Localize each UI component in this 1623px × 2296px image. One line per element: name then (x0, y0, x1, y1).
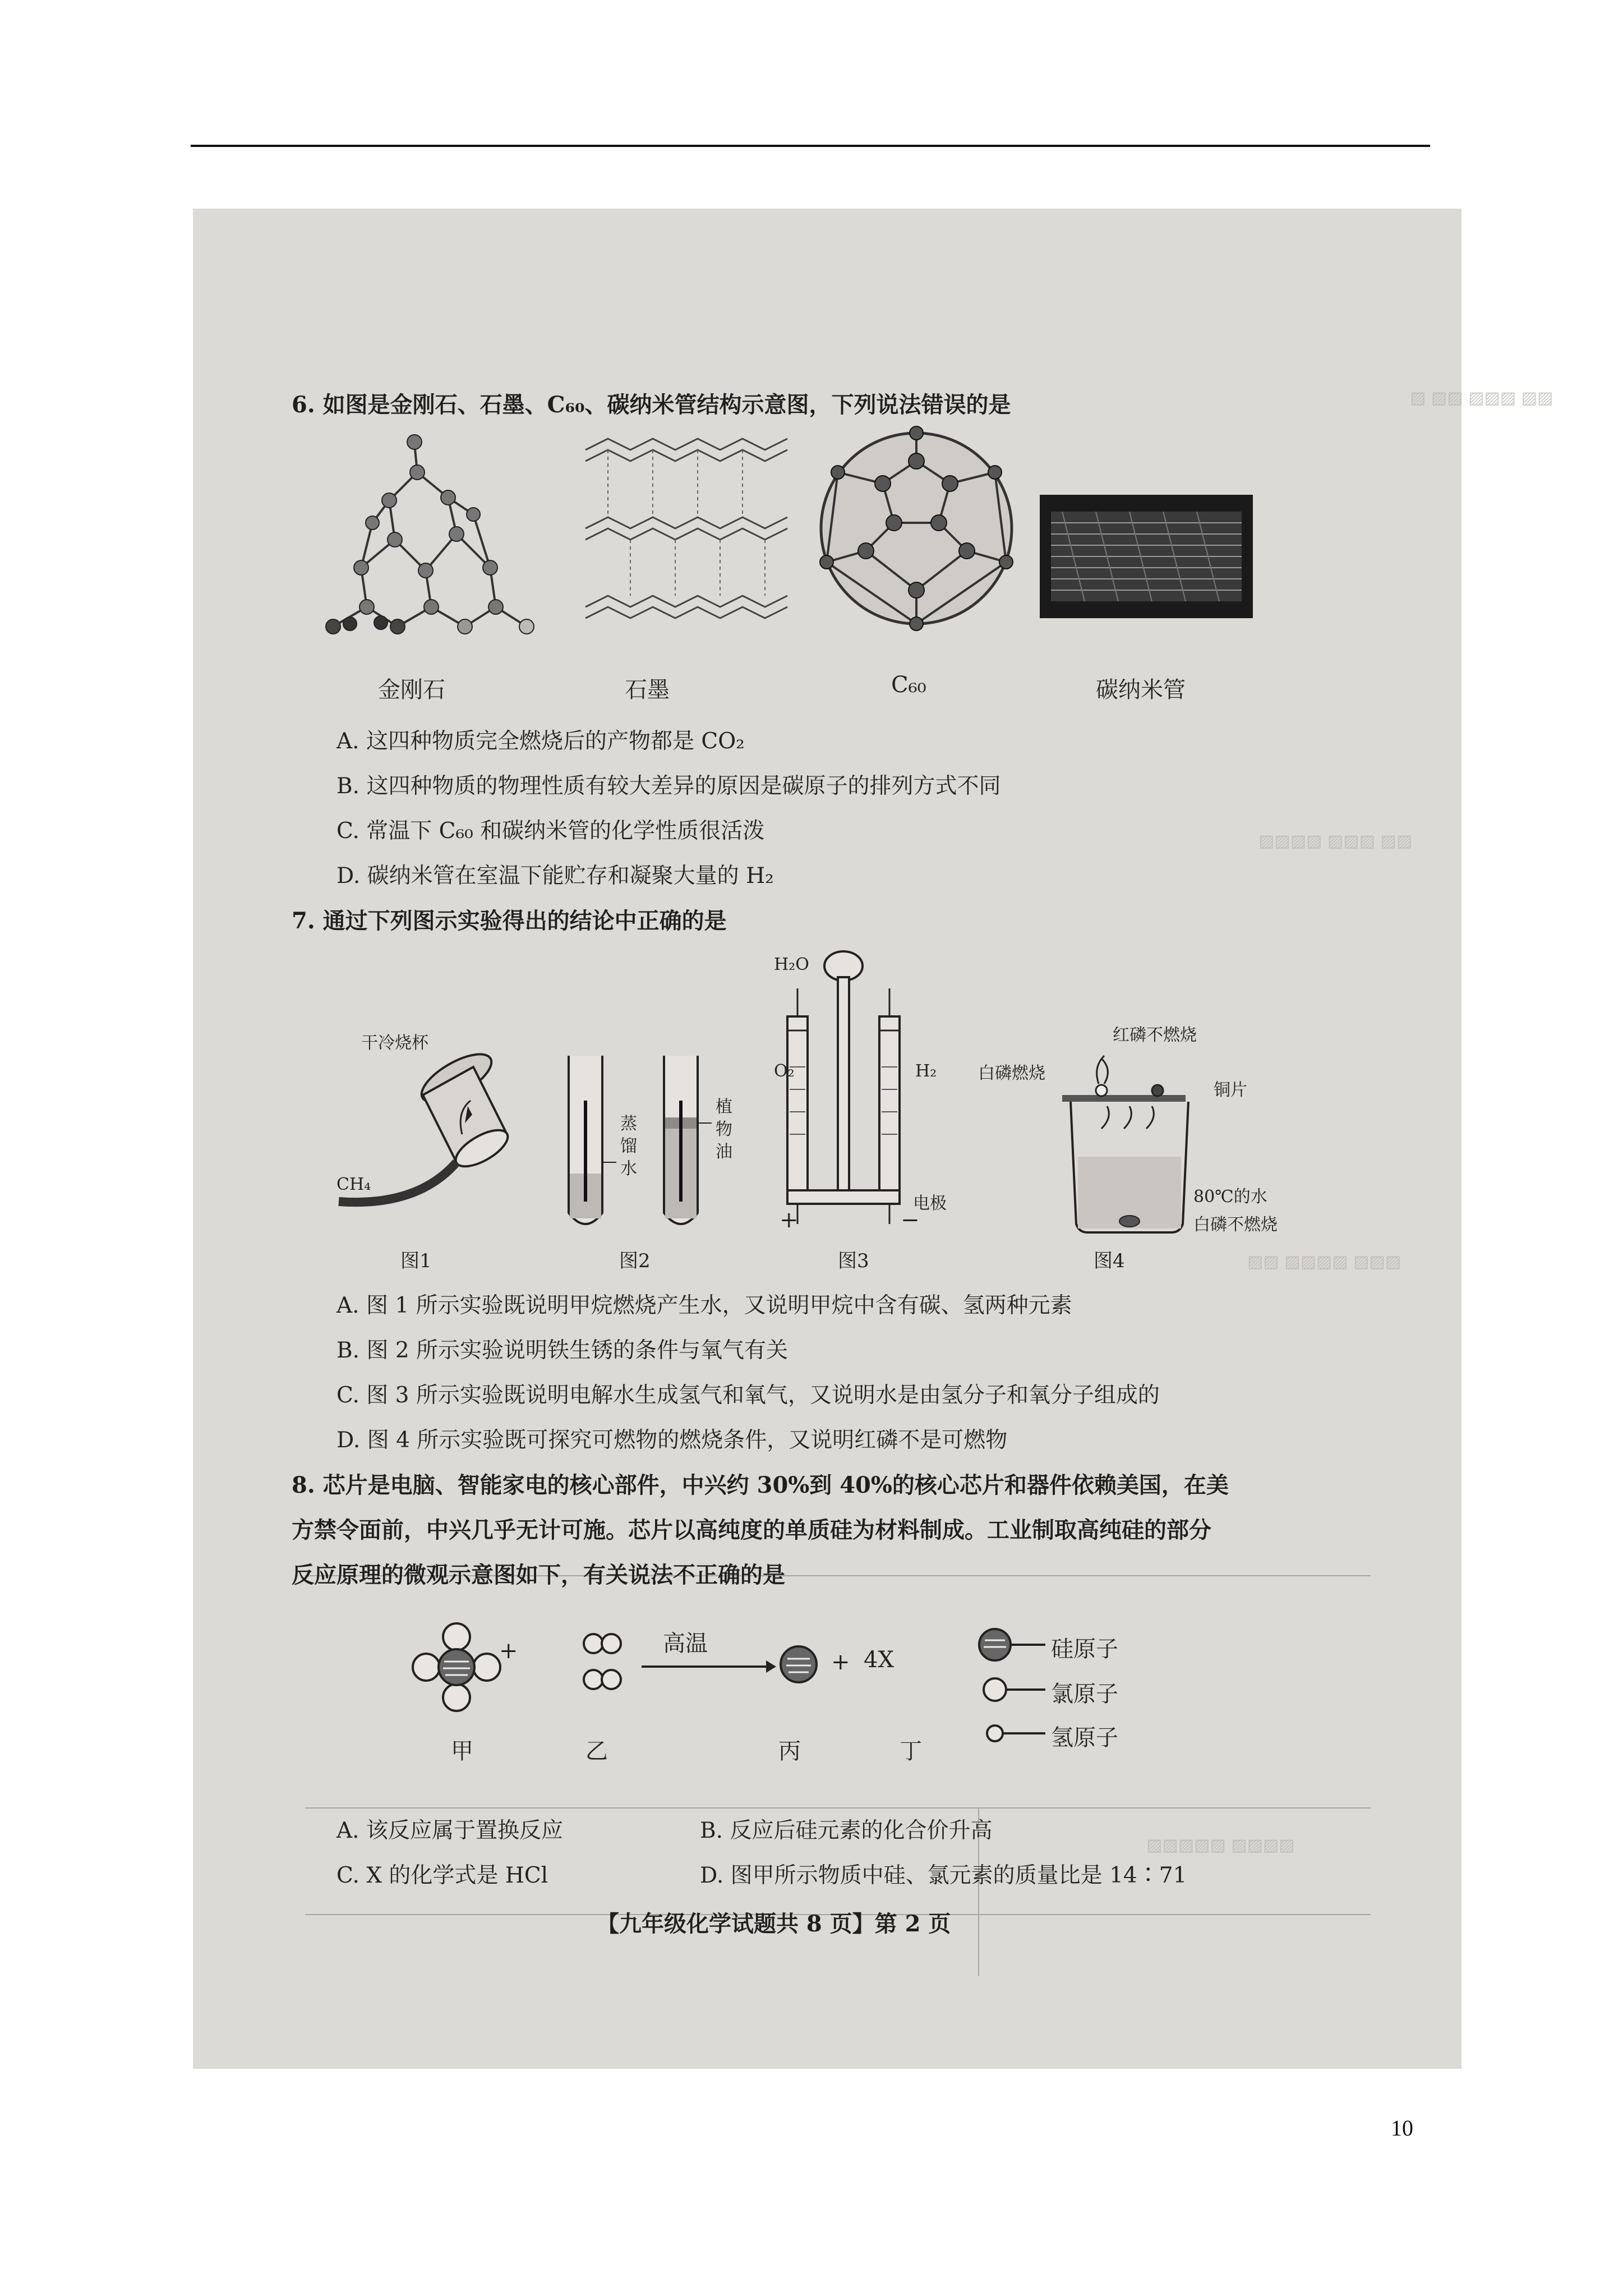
fig3-o2-label: O₂ (774, 1061, 795, 1081)
fig3-electrolysis-apparatus (754, 944, 933, 1246)
fig3-electrode-label: 电极 (913, 1194, 947, 1213)
reactant-name-yi: 乙 (585, 1738, 608, 1764)
atom-legend-symbols (972, 1622, 1057, 1757)
carbon-nanotube-figure (1040, 495, 1253, 618)
q8-stem-line-3: 反应原理的微观示意图如下，有关说法不正确的是 (292, 1562, 785, 1588)
q8-option-a: A. 该反应属于置换反应 (336, 1818, 563, 1843)
caption-diamond: 金刚石 (378, 677, 445, 703)
reaction-product-4x: 4X (864, 1647, 894, 1673)
q6-option-d: D. 碳纳米管在室温下能贮存和凝聚大量的 H₂ (336, 863, 774, 889)
fig2-water-label: 蒸馏水 (620, 1114, 637, 1179)
reaction-condition: 高温 (663, 1631, 708, 1657)
q6-option-a: A. 这四种物质完全燃烧后的产物都是 CO₂ (336, 729, 745, 754)
graphite-structure-figure (574, 427, 799, 641)
bleed-through-text: ▨▨▨▨ ▨▨▨ ▨▨ (1258, 831, 1413, 851)
fig4-caption: 图4 (1094, 1250, 1125, 1272)
bleed-through-text: ▨ ▨▨ ▨▨▨ ▨▨ (1410, 388, 1553, 408)
fig4-red-p-label: 红磷不燃烧 (1113, 1025, 1197, 1045)
product-name-bing: 丙 (778, 1738, 801, 1764)
legend-si-atom: 硅原子 (1051, 1636, 1118, 1662)
q6-stem: 6. 如图是金刚石、石墨、C₆₀、碳纳米管结构示意图，下列说法错误的是 (292, 392, 1011, 418)
fig4-combustion-beaker (1045, 1056, 1214, 1241)
header-rule (191, 145, 1430, 147)
fig4-water-label: 80℃的水 (1193, 1187, 1267, 1207)
q7-stem: 7. 通过下列图示实验得出的结论中正确的是 (292, 908, 727, 934)
q7-option-b: B. 图 2 所示实验说明铁生锈的条件与氧气有关 (336, 1338, 789, 1363)
c60-structure-figure (804, 422, 1029, 635)
q7-option-a: A. 图 1 所示实验既说明甲烷燃烧产生水，又说明甲烷中含有碳、氢两种元素 (336, 1293, 1072, 1318)
fig1-gas-label: CH₄ (336, 1175, 371, 1194)
product-name-ding: 丁 (900, 1738, 922, 1764)
reaction-plus-2: + (831, 1649, 850, 1675)
fig1-methane-combustion (328, 1039, 552, 1241)
exam-footer: 【九年级化学试题共 8 页】第 2 页 (597, 1911, 951, 1937)
reactant-h2-molecules (580, 1628, 625, 1701)
diamond-structure-figure (305, 427, 541, 641)
fig4-copper-label: 铜片 (1214, 1080, 1247, 1100)
scanned-photo (193, 209, 1553, 2069)
fig3-minus: − (901, 1207, 920, 1233)
q7-option-c: C. 图 3 所示实验既说明电解水生成氢气和氧气，又说明水是由氢分子和氧分子组成的 (336, 1383, 1160, 1408)
fig3-plus: + (780, 1207, 799, 1233)
caption-graphite: 石墨 (625, 677, 670, 703)
reactant-name-jia: 甲 (451, 1738, 473, 1764)
page-number: 10 (1391, 2115, 1413, 2141)
fig2-oil-label: 植物油 (716, 1097, 732, 1162)
q8-stem-line-2: 方禁令面前，中兴几乎无计可施。芯片以高纯度的单质硅为材料制成。工业制取高纯硅的部分 (292, 1517, 1211, 1543)
fig3-h2o-label: H₂O (774, 955, 809, 974)
q8-option-b: B. 反应后硅元素的化合价升高 (700, 1818, 993, 1843)
q8-option-c: C. X 的化学式是 HCl (336, 1863, 548, 1888)
legend-cl-atom: 氯原子 (1051, 1681, 1118, 1707)
q8-option-d: D. 图甲所示物质中硅、氯元素的质量比是 14∶71 (700, 1863, 1187, 1888)
reaction-plus-1: + (499, 1638, 518, 1664)
caption-c60: C₆₀ (891, 672, 926, 698)
bleed-table-line (305, 1807, 1371, 1809)
fig4-white-p-no-label: 白磷不燃烧 (1193, 1215, 1278, 1235)
product-si-atom (776, 1642, 821, 1687)
fig3-caption: 图3 (838, 1250, 869, 1272)
fig3-h2-label: H₂ (915, 1061, 937, 1081)
reactant-sicl4-molecule (412, 1622, 501, 1712)
q6-option-c: C. 常温下 C₆₀ 和碳纳米管的化学性质很活泼 (336, 818, 765, 844)
fig1-caption: 图1 (400, 1250, 432, 1272)
fig1-cup-label: 干冷烧杯 (361, 1033, 428, 1053)
q6-option-b: B. 这四种物质的物理性质有较大差异的原因是碳原子的排列方式不同 (336, 774, 1001, 799)
reaction-arrow (642, 1658, 776, 1675)
legend-h-atom: 氢原子 (1051, 1725, 1118, 1751)
bleed-through-text: ▨▨ ▨▨▨▨ ▨▨▨ (1247, 1252, 1401, 1272)
caption-nanotube: 碳纳米管 (1096, 677, 1186, 703)
fig2-caption: 图2 (619, 1250, 651, 1272)
q8-stem-line-1: 8. 芯片是电脑、智能家电的核心部件，中兴约 30%到 40%的核心芯片和器件依赖美国，在美 (292, 1472, 1229, 1498)
q7-option-d: D. 图 4 所示实验既可探究可燃物的燃烧条件，又说明红磷不是可燃物 (336, 1428, 1008, 1453)
bleed-through-text: ▨▨▨▨▨ ▨▨▨▨ (1146, 1835, 1295, 1855)
fig4-white-p-burn-label: 白磷燃烧 (978, 1064, 1045, 1083)
